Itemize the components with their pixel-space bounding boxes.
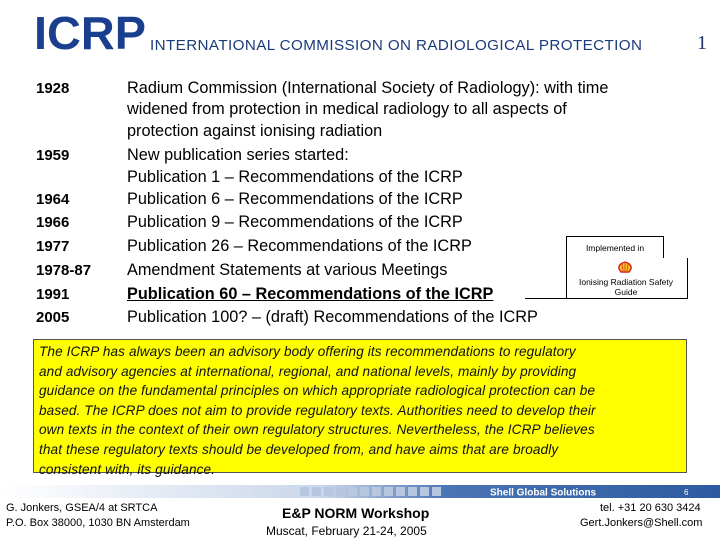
advisory-line: The ICRP has always been an advisory body offering its recommendations to regulatory bbox=[39, 344, 576, 359]
footer-author: G. Jonkers, GSEA/4 at SRTCA bbox=[6, 502, 158, 514]
event-1959-line1: New publication series started: bbox=[127, 146, 349, 164]
advisory-line: that these regulatory texts should be developed from, and have aims that are broadly bbox=[39, 441, 559, 457]
year-1991: 1991 bbox=[36, 286, 70, 303]
event-1964: Publication 6 – Recommendations of the ICRP bbox=[127, 190, 463, 208]
slide-number: 1 bbox=[697, 32, 707, 54]
footer-banner bbox=[0, 485, 720, 498]
guide-label-line2: Guide bbox=[614, 287, 638, 297]
year-1959: 1959 bbox=[36, 147, 70, 164]
year-1928: 1928 bbox=[36, 80, 70, 97]
advisory-line: guidance on the fundamental principles on which appropriate radiological protection can be bbox=[39, 383, 596, 399]
event-1959-line2: Publication 1 – Recommendations of the ICRP bbox=[127, 168, 463, 186]
implemented-in-label: Implemented in bbox=[566, 236, 664, 260]
event-1928-line3: protection against ionising radiation bbox=[127, 122, 383, 140]
advisory-line: consistent with, its guidance. bbox=[39, 461, 216, 477]
event-1991: Publication 60 – Recommendations of the ICRP bbox=[127, 285, 494, 303]
advisory-line: and advisory agencies at international, regional, and national levels, mainly by providing bbox=[39, 363, 577, 379]
year-2005: 2005 bbox=[36, 309, 70, 326]
footer-phone: tel. +31 20 630 3424 bbox=[600, 502, 701, 514]
event-1966: Publication 9 – Recommendations of the ICRP bbox=[127, 213, 463, 231]
footer-event-date: Muscat, February 21-24, 2005 bbox=[266, 524, 427, 538]
icrp-logo bbox=[34, 14, 146, 52]
footer-event-title: E&P NORM Workshop bbox=[282, 505, 430, 521]
event-1928-line1: Radium Commission (International Society of Radiology): with time bbox=[127, 79, 609, 97]
year-1978-87: 1978-87 bbox=[36, 262, 92, 279]
event-1978-87: Amendment Statements at various Meetings bbox=[127, 261, 448, 279]
shell-logo-icon bbox=[618, 261, 632, 274]
year-1977: 1977 bbox=[36, 238, 70, 255]
guide-label-line1: Ionising Radiation Safety bbox=[578, 277, 674, 287]
advisory-line: based. The ICRP does not aim to provide regulatory texts. Authorities need to develop their bbox=[39, 402, 596, 418]
connector-line bbox=[525, 298, 686, 299]
year-1964: 1964 bbox=[36, 191, 70, 208]
footer-email[interactable]: Gert.Jonkers@Shell.com bbox=[580, 517, 703, 529]
footer-address: P.O. Box 38000, 1030 BN Amsterdam bbox=[6, 517, 190, 529]
advisory-statement-box bbox=[33, 339, 687, 477]
implemented-guide-label bbox=[566, 277, 686, 297]
event-1977: Publication 26 – Recommendations of the ICRP bbox=[127, 237, 472, 255]
footer-page-number: 6 bbox=[684, 488, 689, 497]
event-1928-line2: widened from protection in medical radiology to all aspects of bbox=[127, 100, 567, 118]
year-1966: 1966 bbox=[36, 214, 70, 231]
logo-text: ICRP bbox=[34, 14, 146, 52]
advisory-line: own texts in the context of their own regulatory structures. Nevertheless, the ICRP believes bbox=[39, 422, 595, 438]
footer-brand: Shell Global Solutions bbox=[490, 487, 597, 498]
event-2005: Publication 100? – (draft) Recommendations of the ICRP bbox=[127, 308, 538, 326]
org-name: INTERNATIONAL COMMISSION ON RADIOLOGICAL PROTECTION bbox=[150, 37, 643, 54]
